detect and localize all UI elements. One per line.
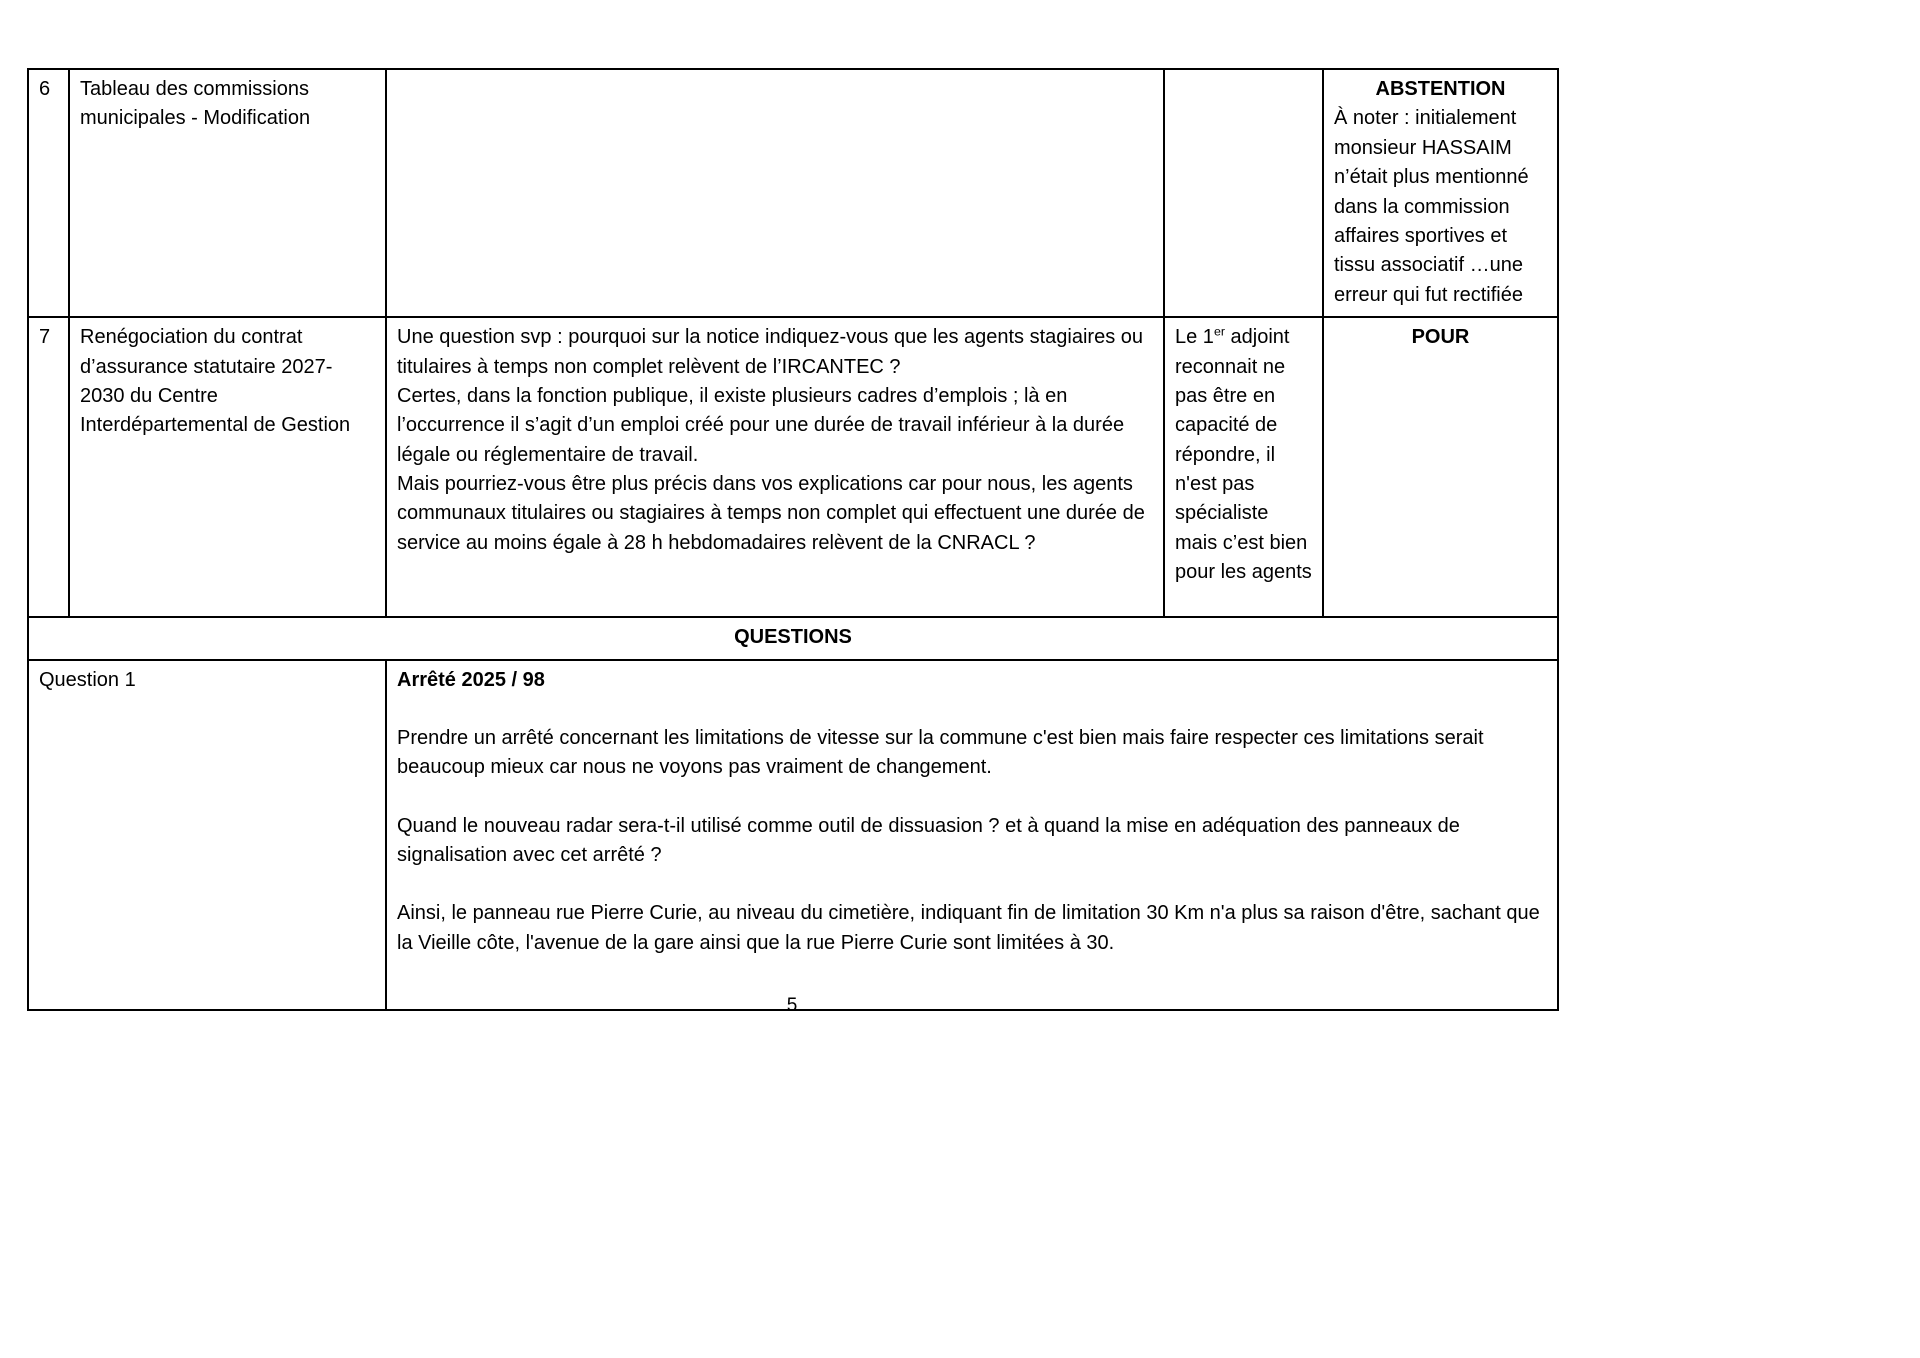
council-minutes-table (27, 68, 1559, 1011)
response-text-start: Le 1 (1175, 326, 1214, 349)
ordinal-superscript: er (1213, 324, 1225, 339)
question-label: Question 1 (28, 660, 386, 1010)
empty-question-cell (386, 69, 1164, 317)
item-number: 6 (28, 69, 69, 317)
question-paragraph: Certes, dans la fonction publique, il existe plusieurs cadres d’emplois ; là en l’occurrence il s’agit d’un emploi créé pour une durée de travail inférieur à la durée légale ou réglementaire de travail. (397, 384, 1125, 466)
vote-result: POUR (1411, 326, 1470, 349)
item-response (1164, 317, 1323, 617)
item-number: 7 (28, 317, 69, 617)
item-subject: Renégociation du contrat d’assurance statutaire 2027-2030 du Centre Interdépartemental de Gestion (69, 317, 386, 617)
question-paragraph: Quand le nouveau radar sera-t-il utilisé comme outil de dissuasion ? et à quand la mise en adéquation des panneaux de signalisation avec cet arrêté ? (397, 814, 1460, 867)
page-number: 5 (786, 995, 798, 1016)
document-page (27, 68, 1557, 1011)
response-text-end: adjoint reconnait ne pas être en capacité de répondre, il n'est pas spécialiste mais c’est bien pour les agents (1175, 326, 1312, 584)
decree-title: Arrêté 2025 / 98 (397, 668, 545, 691)
question-paragraph: Une question svp : pourquoi sur la notice indiquez-vous que les agents stagiaires ou titulaires à temps non complet relèvent de l’IRCANTEC ? (397, 326, 1144, 378)
item-question (386, 317, 1164, 617)
item-subject: Tableau des commissions municipales - Modification (69, 69, 386, 317)
question-content (386, 660, 1558, 1010)
table-row-question-1 (28, 660, 1558, 1010)
vote-note: À noter : initialement monsieur HASSAIM n’était plus mentionné dans la commission affaires sportives et tissu associatif …une erreur qui fut rectifiée (1334, 107, 1529, 306)
empty-response-cell (1164, 69, 1323, 317)
table-row-item-7 (28, 317, 1558, 617)
paragraph-spacer (397, 870, 1547, 899)
paragraph-spacer (397, 695, 1547, 724)
question-paragraph: Ainsi, le panneau rue Pierre Curie, au niveau du cimetière, indiquant fin de limitation 30 Km n'a plus sa raison d'être, sachant que la Vieille côte, l'avenue de la gare ainsi que la rue Pierre Curie sont limitées à 30. (397, 902, 1540, 954)
paragraph-spacer (397, 783, 1547, 812)
vote-result: ABSTENTION (1375, 78, 1506, 100)
vote-cell (1323, 317, 1558, 617)
table-row-questions-header (28, 617, 1558, 659)
vote-cell (1323, 69, 1558, 317)
questions-section-header: QUESTIONS (28, 617, 1558, 659)
table-row-item-6 (28, 69, 1558, 317)
question-paragraph: Mais pourriez-vous être plus précis dans vos explications car pour nous, les agents communaux titulaires ou stagiaires à temps non complet qui effectuent une durée de service au moins égale à 28 h hebdomadaires relèvent de la CNRACL ? (397, 473, 1145, 554)
question-paragraph: Prendre un arrêté concernant les limitations de vitesse sur la commune c'est bien mais faire respecter ces limitations serait beaucoup mieux car nous ne voyons pas vraiment de changement. (397, 726, 1484, 779)
